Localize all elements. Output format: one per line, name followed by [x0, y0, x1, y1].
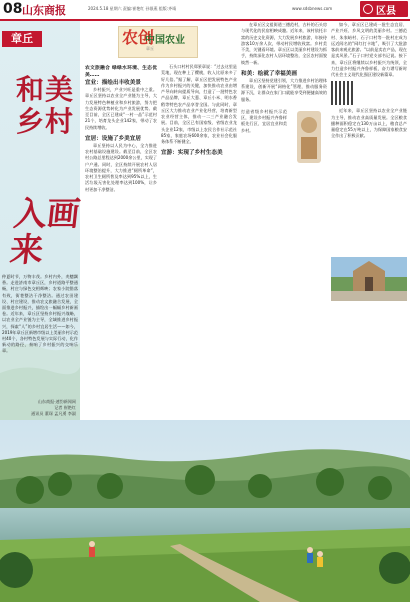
- subhead-2: 宜居：设施了乡美宜居: [85, 135, 141, 142]
- article-column-1: [85, 65, 157, 420]
- section-logo: [360, 1, 408, 17]
- sidebar-note: 打造省级乡村振兴示范区，建设乡村振兴齐鲁样板先行区、宜居宜业和美乡村。: [241, 108, 287, 133]
- paragraph: 在章丘区文祖街道三德范村，古朴的石头房与现代化的民宿相映成趣。近年来，该村依托丰富的历史文化资源，大力发展乡村旅游，年接待游客10万余人次，带动村民增收致富。乡村美不美，关键看环境。章丘区以美丽乡村建设为抓手，持续深化农村人居环境整治，全区农村面貌焕然一新。: [241, 22, 327, 65]
- main-photo: [0, 420, 410, 602]
- section-tag: 章丘: [2, 31, 42, 47]
- headline-line2: 入画来: [8, 194, 82, 269]
- headline-line1: 和美乡村: [16, 73, 75, 138]
- article-column-3: [241, 22, 327, 420]
- banner-mark: 农创: [122, 28, 155, 47]
- sculpture-illustration: [291, 107, 327, 167]
- qr-code: [331, 81, 355, 105]
- header-meta: 2024.5.18 星期六 责编:崔艳红 孙银燕 组版:齐靖: [88, 6, 177, 11]
- article-column-2: [161, 64, 237, 420]
- article-column-4: [331, 22, 407, 420]
- column-lead: 农文旅融合 绿绿水环境、生态优美……: [85, 66, 157, 78]
- subhead-4: 和美：绘就了幸福美画: [241, 70, 297, 77]
- paragraph: 乡村振兴，产业兴旺是重中之重。章丘区坚持以农业全产业链为主导，大力发展特色种植业和乡村旅游，努力把生态资源优势转化为产业发展优势。截至目前，全区已建成“一村一品”示范村21个，培育龙头企业142家，带动了农民持续增收。: [85, 87, 157, 130]
- page-number: 08: [3, 1, 23, 17]
- header-url: www.sdsbnews.com: [292, 6, 333, 11]
- paragraph: 如今，章丘区已建成一批生态宜居、产业兴旺、乡风文明的美丽乡村。三德范村、朱家峪村、石子口村等一批村庄成为远近闻名的“网红打卡地”，吸引了大批游客前来观光旅游。“以前是卖农产品，现在是卖风景。”石子口村党支部书记说。接下来，章丘区将继续以乡村振兴为统领，全力打造乡村振兴齐鲁样板，奋力谱写新时代社会主义现代化强区建设新篇章。: [331, 22, 407, 77]
- paragraph: 章丘坚持以人民为中心，全力推进农村基础设施建设。截至目前，全区农村公路总里程达到2000余公里，实现了户户通。同时，全区持续开展农村人居环境整治提升，大力推进“厕所革命”，农村卫生厕所普及率达到95%以上，生活垃圾无害化处理率达到100%，让乡村更加干净整洁。: [85, 142, 157, 192]
- paragraph: 石头口村村民郑景章说：“过去这里是荒地，现在种上了樱桃，收入比原来多了好几倍。”据了解，章丘区把发展特色产业作为乡村振兴的关键，加快推动农业由增产导向转向提质导向，打造了一批特色农产品品牌，章丘大葱、章丘小米、明水香稻等特色农产品享誉全国。与此同时，章丘区大力推动农业产业化经营，培育新型农业经营主体，推动一二三产业融合发展。目前，全区已有国家级、省级农业龙头企业12家，市级以上农民合作社示范社85家，家庭农场600余家，农业社会化服务体系不断健全。: [161, 64, 237, 144]
- paper-name: 山东商报: [22, 4, 66, 17]
- paragraph: 章丘区坚持党建引领，大力推进乡村治理体系建设，创新开展“网格化”管理，推动服务资源下沉，让群众在家门口就能享受到便捷高效的服务。: [241, 77, 327, 102]
- lead-paragraph: 仲夏时节，万物丰茂。乡村内外，麦穗飘香。走进济南市章丘区，乡村道路平整通畅，村庄与绿色交相辉映；农家小院错落有致，街巷整洁干净整洁。通过农田建设、村庄建设，推动农文旅融合发展，全面推进乡村振兴，描绘出一幅幅乡村新画卷。近年来，章丘区坚持乡村振兴战略，以农业全产业链为主导，全域推进乡村振兴，探索“人”的乡村宜居生活——如今，2019年章丘区新增市级以上美丽乡村示范村40个，各村特色发展与实际行动，化作新动的路径，奏响了乡村振兴的交响乐章。: [2, 274, 78, 354]
- village-photo: [331, 257, 407, 301]
- paragraph: 近年来，章丘区坚持以农业全产业链为主导，推动农业高质量发展。全区粮食播种面积稳定在130万亩以上，粮食总产量稳定在55万吨以上，为保障国家粮食安全作出了积极贡献。: [331, 108, 407, 139]
- subhead-3: 宜游：实现了乡村生态美: [161, 150, 223, 157]
- logo-banner: [118, 26, 198, 58]
- byline: 山东商报·速豹新闻网 记者 崔艳红 通讯员 董琛 孟凡勇 李淑: [31, 399, 76, 416]
- banner-text: 中国农业: [145, 35, 185, 46]
- page-header: [0, 0, 410, 18]
- banner-sub: 章丘: [146, 46, 154, 51]
- circle-icon: [363, 4, 373, 14]
- section-logo-text: 区县: [376, 6, 396, 17]
- subhead-1: 宜业：描绘出丰收美景: [85, 80, 141, 86]
